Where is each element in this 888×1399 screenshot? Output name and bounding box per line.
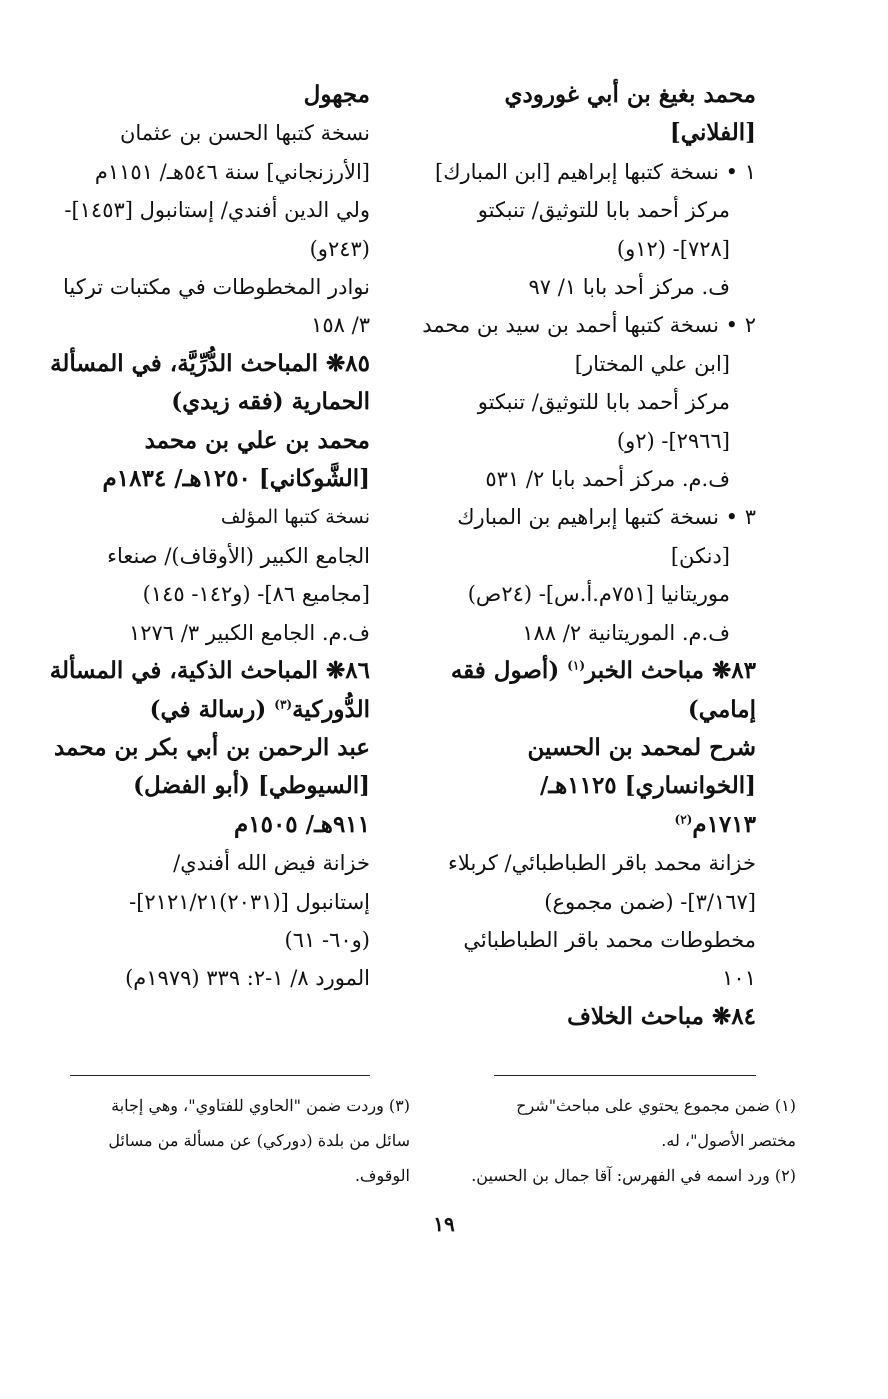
line-text: ٣/ ١٥٨	[311, 313, 370, 338]
line-text: محمد بن علي بن محمد	[144, 426, 370, 454]
line-text: ٣ • نسخة كتبها إبراهيم بن المبارك	[457, 505, 756, 530]
text-line	[80, 806, 370, 844]
text-line	[441, 806, 756, 844]
text-line	[441, 422, 730, 460]
line-text: مركز أحمد بابا للتوثيق/ تنبكتو	[477, 390, 730, 415]
text-line	[80, 306, 370, 344]
text-line	[441, 345, 730, 383]
line-text: ٨٣❋ مباحث الخبر	[585, 657, 756, 685]
text-line	[441, 114, 756, 152]
line-text: [ابن علي المختار]	[574, 351, 730, 376]
footnote-line: الوقوف.	[354, 1166, 410, 1185]
line-tail: (أصول فقه	[450, 657, 568, 685]
line-text: خزانة فيض الله أفندي/	[173, 851, 370, 876]
text-line	[441, 883, 756, 921]
line-text: نسخة كتبها الحسن بن عثمان	[119, 121, 370, 146]
footnotes-left	[80, 1088, 410, 1193]
text-line	[80, 537, 370, 575]
line-text: إمامي)	[687, 695, 756, 723]
text-line	[441, 76, 756, 114]
line-text: (و٦٠- ٦١)	[284, 927, 370, 952]
line-tail: (رسالة في)	[149, 695, 275, 723]
text-line	[49, 652, 370, 690]
line-text: نوادر المخطوطات في مكتبات تركيا	[62, 275, 370, 300]
footnote-line: (٣) وردت ضمن "الحاوي للفتاوي"، وهي إجابة	[111, 1096, 410, 1115]
text-line	[80, 575, 370, 613]
line-text: إستانبول [(٢٠٣١)٢١٢١/٢١]-	[129, 889, 370, 914]
line-text: [الفلاني]	[669, 119, 756, 147]
page-number: ١٩	[433, 1212, 455, 1236]
text-line	[441, 921, 756, 959]
text-line	[53, 729, 370, 767]
left-column	[49, 76, 370, 998]
text-line	[80, 959, 370, 997]
line-text: محمد بغيغ بن أبي غورودي	[504, 81, 756, 108]
line-text: مركز أحمد بابا للتوثيق/ تنبكتو	[477, 198, 730, 223]
footnote-line: مختصر الأصول"، له.	[661, 1131, 796, 1150]
text-line	[441, 268, 730, 306]
text-line	[80, 883, 370, 921]
line-text: [الشَّوكاني] ١٢٥٠هـ/ ١٨٣٤م	[102, 465, 370, 493]
text-line	[441, 691, 756, 729]
text-line	[80, 153, 370, 191]
line-text: ف.م. الموريتانية ٢/ ١٨٨	[522, 620, 730, 645]
text-line	[441, 498, 756, 536]
line-text: شرح لمحمد بن الحسين	[527, 733, 756, 761]
text-line	[50, 345, 370, 383]
text-line	[441, 537, 730, 575]
text-line	[80, 498, 370, 536]
text-line	[80, 422, 370, 460]
line-text: [الأرزنجاني] سنة ٥٤٦هـ/ ١١٥١م	[94, 159, 370, 184]
text-line	[435, 153, 756, 191]
line-text: [دنكن]	[670, 543, 730, 568]
footnote-line: (١) ضمن مجموع يحتوي على مباحث"شرح	[516, 1096, 796, 1115]
line-text: ١٠١	[722, 966, 756, 991]
footnote-line: (٢) ورد اسمه في الفهرس: آقا جمال بن الحسين.	[471, 1166, 796, 1185]
footnote-marker: (٣)	[274, 696, 293, 711]
line-text: الدُّوركية	[292, 695, 370, 723]
line-text: (٢٤٣و)	[309, 236, 370, 261]
text-line	[441, 460, 730, 498]
text-line	[441, 575, 730, 613]
text-line	[64, 191, 370, 229]
line-text: مخطوطات محمد باقر الطباطبائي	[463, 927, 756, 952]
line-text: [٢٩٦٦]- (٢و)	[616, 428, 730, 453]
line-text: ٨٤❋ مباحث الخلاف	[567, 1002, 756, 1030]
line-text: [السيوطي] (أبو الفضل)	[133, 772, 370, 800]
text-line	[441, 729, 756, 767]
line-text: ٨٦❋ المباحث الذكية، في المسألة	[49, 657, 370, 685]
right-column	[422, 76, 756, 1036]
text-line	[62, 268, 370, 306]
text-line	[80, 767, 370, 805]
line-text: مجهول	[303, 81, 370, 108]
line-text: موريتانيا [٧٥١م.أ.س]- (٢٤ص)	[467, 582, 730, 607]
text-line	[80, 383, 370, 421]
line-text: ٢ • نسخة كتبها أحمد بن سيد بن محمد	[422, 313, 756, 338]
footnotes-right	[441, 1088, 796, 1193]
text-line	[80, 691, 370, 729]
line-text: [مجاميع ٨٦]- (و١٤٢- ١٤٥)	[142, 582, 370, 607]
text-line	[80, 921, 370, 959]
text-line	[441, 844, 756, 882]
line-text: المورد ٨/ ١-٢: ٣٣٩ (١٩٧٩م)	[125, 966, 370, 991]
footnote-marker: (١)	[567, 658, 586, 673]
line-text: نسخة كتبها المؤلف	[220, 506, 370, 529]
line-text: ١٧١٣م	[692, 810, 756, 838]
footnote-line: سائل من بلدة (دوركي) عن مسألة من مسائل	[108, 1131, 410, 1150]
line-text: ولي الدين أفندي/ إستانبول [١٤٥٣]-	[64, 198, 370, 223]
text-line	[441, 652, 756, 690]
footnote-rule-right	[494, 1075, 756, 1076]
line-text: [الخوانساري] ١١٢٥هـ/	[539, 772, 756, 800]
text-line	[441, 959, 756, 997]
line-text: ٨٥❋ المباحث الدُّرِّيَّة، في المسألة	[50, 349, 370, 377]
line-text: [٣/١٦٧]- (ضمن مجموع)	[544, 889, 756, 914]
text-line	[80, 614, 370, 652]
text-line	[80, 230, 370, 268]
text-line	[441, 614, 730, 652]
footnote-marker: (٢)	[674, 812, 693, 827]
text-line	[80, 460, 370, 498]
line-text: الحمارية (فقه زيدي)	[171, 388, 370, 416]
text-line	[422, 306, 756, 344]
line-text: ١ • نسخة كتبها إبراهيم [ابن المبارك]	[435, 159, 756, 184]
text-line	[80, 114, 370, 152]
line-text: ف. مركز أحد بابا ١/ ٩٧	[528, 275, 730, 300]
text-line	[80, 76, 370, 114]
text-line	[441, 383, 730, 421]
line-text: ف.م. مركز أحمد بابا ٢/ ٥٣١	[485, 467, 730, 492]
line-text: ٩١١هـ/ ١٥٠٥م	[233, 810, 370, 838]
text-line	[441, 230, 730, 268]
text-line	[441, 998, 756, 1036]
footnote-rule-left	[70, 1075, 370, 1076]
text-line	[441, 191, 730, 229]
line-text: [٧٢٨]- (١٢و)	[616, 236, 730, 261]
line-text: ف.م. الجامع الكبير ٣/ ١٢٧٦	[128, 620, 370, 645]
line-text: عبد الرحمن بن أبي بكر بن محمد	[53, 733, 370, 761]
line-text: خزانة محمد باقر الطباطبائي/ كربلاء	[448, 851, 756, 876]
text-line	[441, 767, 756, 805]
text-line	[80, 844, 370, 882]
line-text: الجامع الكبير (الأوقاف)/ صنعاء	[107, 543, 370, 568]
